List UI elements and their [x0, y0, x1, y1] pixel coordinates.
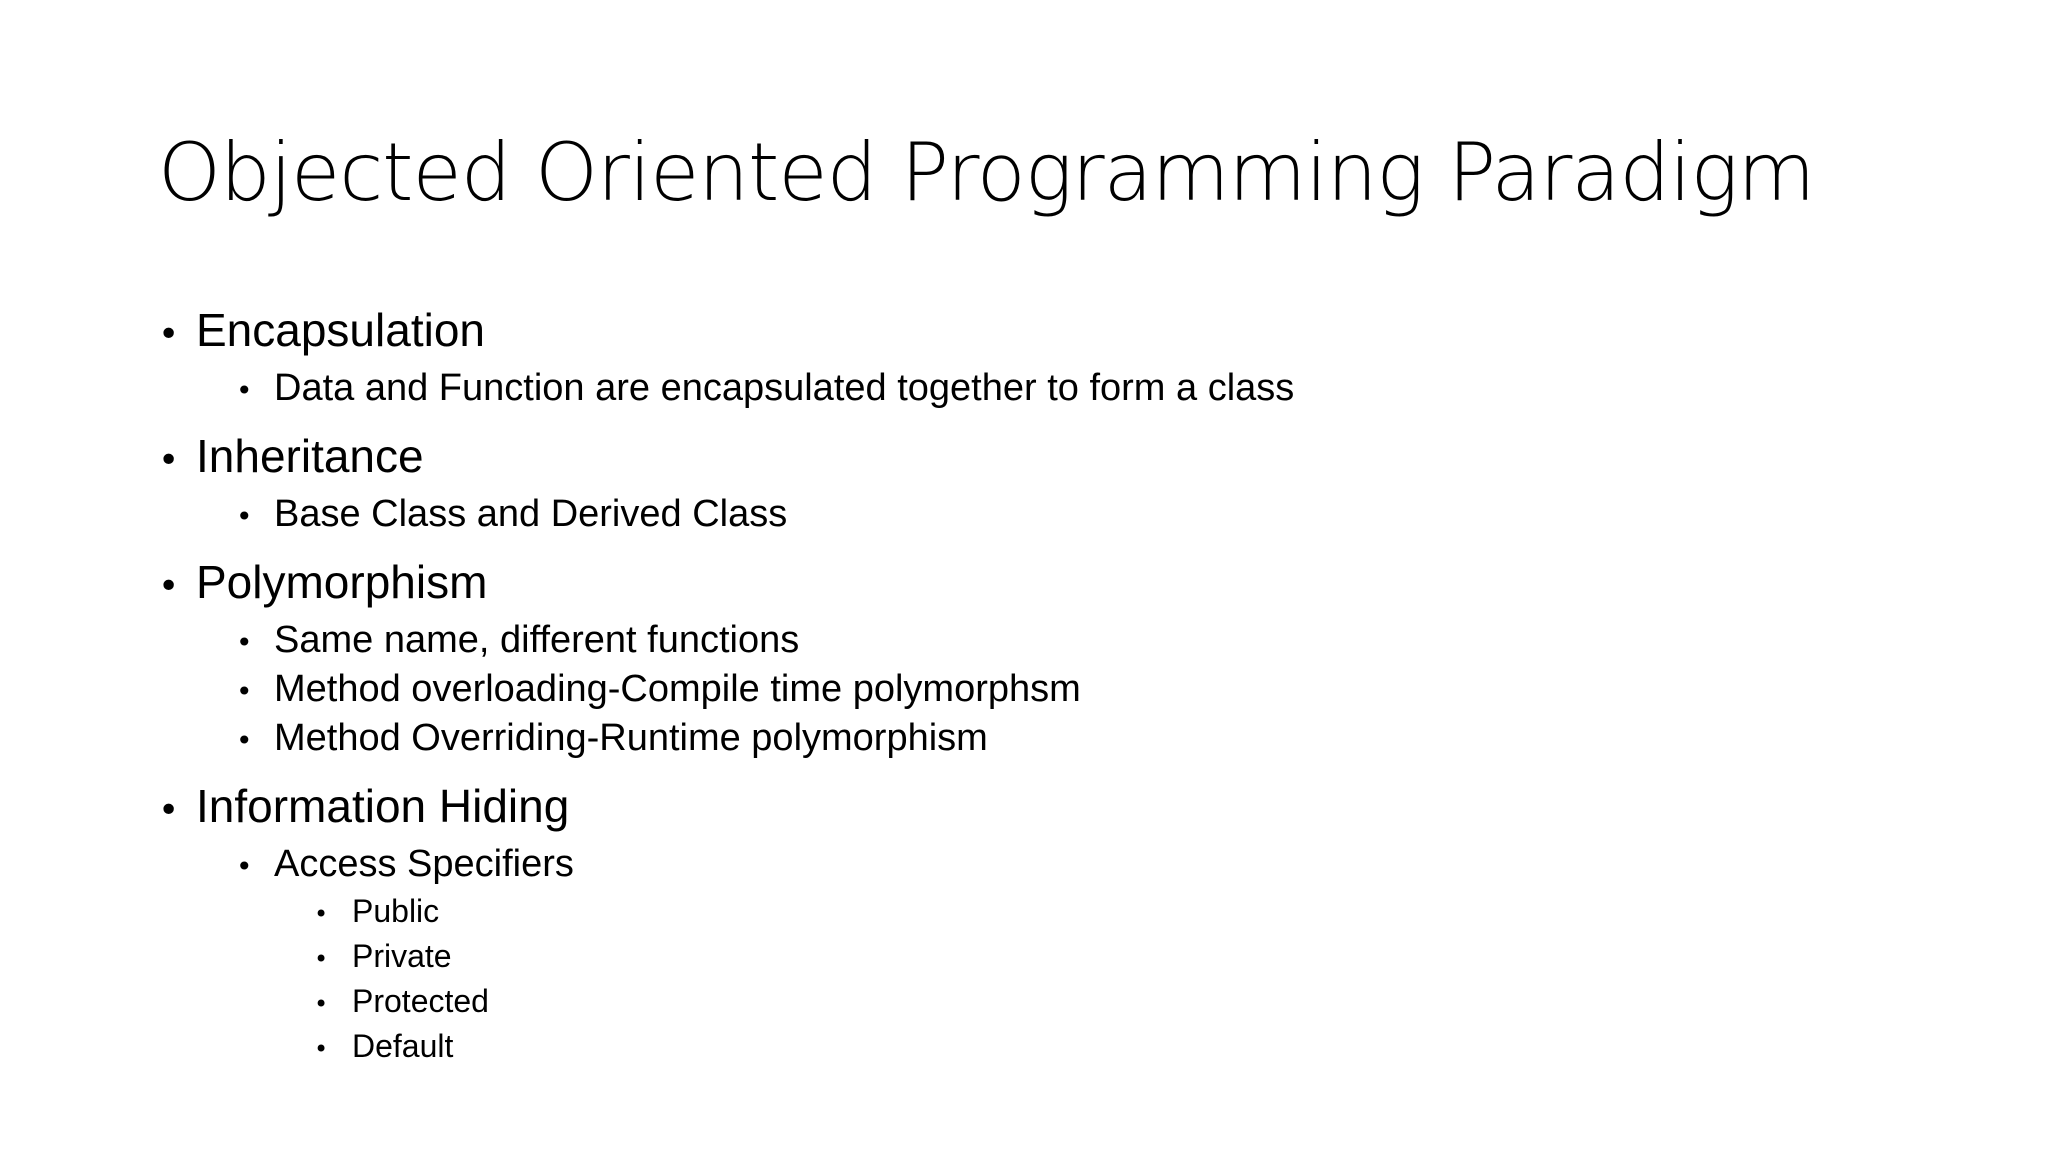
bullet-icon: •	[236, 374, 253, 407]
subpoint-public	[158, 890, 1938, 935]
point-item	[158, 841, 1938, 890]
point-item	[158, 491, 1938, 540]
bullet-icon: •	[314, 900, 329, 928]
subpoint-label: Protected	[352, 983, 489, 1019]
subpoint-label: Public	[352, 893, 440, 929]
bullet-icon: •	[236, 850, 253, 883]
topic-label: Encapsulation	[196, 304, 485, 356]
slide-title: Objected Oriented Programming Paradigm	[158, 126, 1815, 219]
topic-label: Polymorphism	[196, 556, 488, 608]
topic-label: Information Hiding	[196, 780, 570, 832]
bullet-icon: •	[158, 790, 180, 831]
bullet-icon: •	[236, 626, 253, 659]
bullet-icon: •	[158, 440, 180, 481]
bullet-icon: •	[236, 500, 253, 533]
subpoint-label: Default	[352, 1028, 454, 1064]
topic-inheritance	[158, 426, 1938, 491]
subpoint-private	[158, 935, 1938, 980]
point-label: Method overloading-Compile time polymorphsm	[274, 668, 1081, 710]
bullet-icon: •	[314, 990, 329, 1018]
topic-label: Inheritance	[196, 430, 424, 482]
point-item	[158, 617, 1938, 666]
bullet-icon: •	[158, 314, 180, 355]
topic-information-hiding	[158, 776, 1938, 841]
subpoint-label: Private	[352, 938, 452, 974]
subpoint-protected	[158, 980, 1938, 1025]
bullet-icon: •	[314, 945, 329, 973]
point-item	[158, 365, 1938, 414]
bullet-icon: •	[236, 675, 253, 708]
point-item	[158, 666, 1938, 715]
point-label: Data and Function are encapsulated together to form a class	[274, 367, 1295, 409]
bullet-icon: •	[236, 724, 253, 757]
point-item	[158, 715, 1938, 764]
point-label: Same name, different functions	[274, 619, 800, 661]
topic-polymorphism	[158, 552, 1938, 617]
topic-encapsulation	[158, 300, 1938, 365]
bullet-icon: •	[314, 1035, 329, 1063]
point-label: Base Class and Derived Class	[274, 493, 788, 535]
point-label: Access Specifiers	[274, 843, 574, 885]
subpoint-default	[158, 1025, 1938, 1070]
bullet-list	[158, 300, 1938, 1070]
point-label: Method Overriding-Runtime polymorphism	[274, 717, 988, 759]
bullet-icon: •	[158, 566, 180, 607]
